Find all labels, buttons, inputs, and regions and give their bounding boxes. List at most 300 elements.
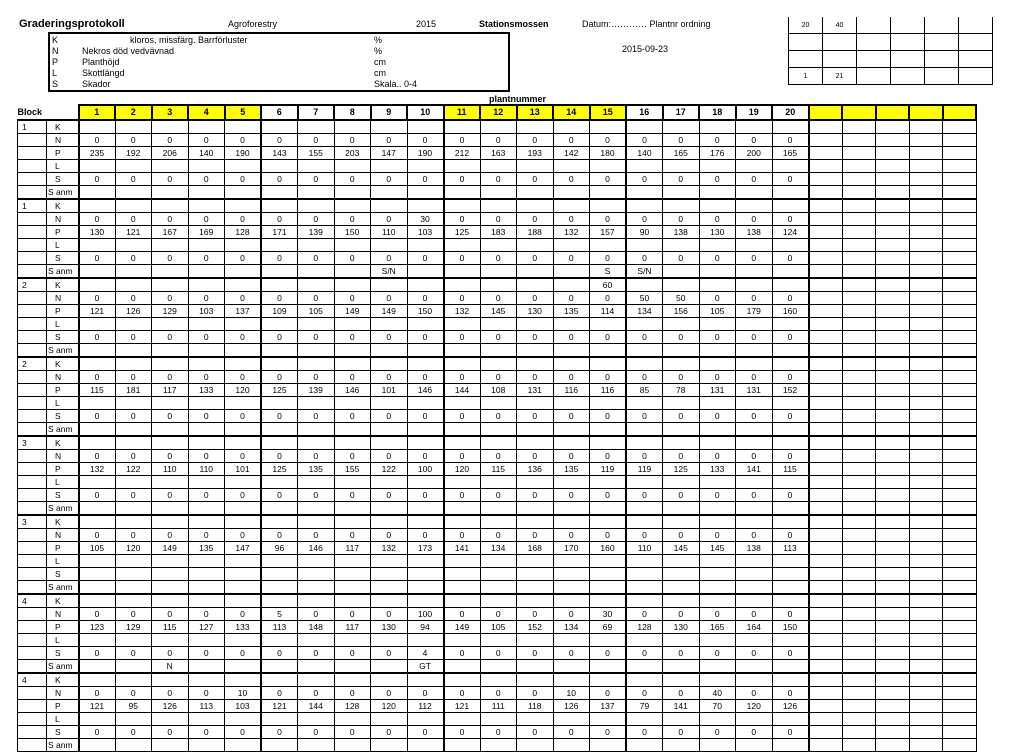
- value-cell: 110: [626, 542, 663, 555]
- value-cell: [188, 186, 225, 200]
- table-row: [18, 713, 977, 726]
- block-cell: [18, 713, 47, 726]
- value-cell: [736, 634, 773, 647]
- value-cell: [699, 555, 736, 568]
- value-cell: [407, 502, 444, 516]
- extra-cell: [876, 700, 910, 713]
- block-cell: [18, 410, 47, 423]
- value-cell: 0: [444, 608, 481, 621]
- value-cell: 0: [188, 529, 225, 542]
- extra-cell: [943, 660, 977, 674]
- block-cell: [18, 239, 47, 252]
- value-cell: 190: [225, 147, 262, 160]
- table-row: [18, 147, 977, 160]
- value-cell: 0: [225, 608, 262, 621]
- value-cell: 0: [626, 529, 663, 542]
- value-cell: [188, 278, 225, 292]
- table-row: [18, 489, 977, 502]
- value-cell: [298, 568, 335, 581]
- value-cell: [152, 581, 189, 595]
- value-cell: [444, 278, 481, 292]
- value-cell: [663, 357, 700, 371]
- value-cell: 121: [79, 305, 116, 318]
- value-cell: 116: [553, 384, 590, 397]
- value-cell: [334, 160, 371, 173]
- value-cell: [444, 555, 481, 568]
- extra-cell: [809, 423, 843, 437]
- value-cell: [115, 634, 152, 647]
- value-cell: [79, 502, 116, 516]
- value-cell: [188, 397, 225, 410]
- value-cell: 118: [517, 700, 554, 713]
- value-cell: [772, 660, 809, 674]
- value-cell: 0: [517, 331, 554, 344]
- block-cell: [18, 687, 47, 700]
- value-cell: 0: [736, 410, 773, 423]
- value-cell: 115: [480, 463, 517, 476]
- value-cell: [480, 739, 517, 752]
- value-cell: [626, 594, 663, 608]
- value-cell: [79, 660, 116, 674]
- extra-cell: [809, 502, 843, 516]
- block-cell: [18, 331, 47, 344]
- table-row: [18, 357, 977, 371]
- value-cell: [590, 634, 627, 647]
- value-cell: 0: [79, 134, 116, 147]
- block-cell: 3: [18, 436, 47, 450]
- value-cell: 126: [115, 305, 152, 318]
- block-cell: [18, 397, 47, 410]
- value-cell: 0: [79, 410, 116, 423]
- value-cell: 116: [590, 384, 627, 397]
- value-cell: 0: [371, 252, 408, 265]
- extra-cell: [876, 436, 910, 450]
- value-cell: [115, 120, 152, 134]
- value-cell: 0: [590, 134, 627, 147]
- table-row: [18, 463, 977, 476]
- value-cell: 0: [225, 647, 262, 660]
- value-cell: [79, 436, 116, 450]
- value-cell: [699, 476, 736, 489]
- block-cell: [18, 660, 47, 674]
- value-cell: 0: [334, 213, 371, 226]
- project-name: Agroforestry: [228, 19, 278, 29]
- value-cell: 122: [115, 463, 152, 476]
- value-cell: [663, 423, 700, 437]
- extra-cell: [909, 436, 943, 450]
- value-cell: [663, 344, 700, 358]
- extra-cell: [876, 515, 910, 529]
- datum-label: Datum:………… Plantnr ordning: [582, 19, 711, 29]
- value-cell: 108: [480, 384, 517, 397]
- extra-cell: [876, 213, 910, 226]
- value-cell: [152, 278, 189, 292]
- extra-cell: [809, 436, 843, 450]
- value-cell: [407, 594, 444, 608]
- value-cell: [553, 594, 590, 608]
- value-cell: 0: [334, 529, 371, 542]
- value-cell: [699, 160, 736, 173]
- value-cell: [298, 739, 335, 752]
- table-row: [18, 476, 977, 489]
- value-cell: [590, 568, 627, 581]
- grid-cell: [823, 34, 857, 51]
- value-cell: 0: [298, 647, 335, 660]
- value-cell: 141: [736, 463, 773, 476]
- value-cell: [480, 581, 517, 595]
- value-cell: [736, 555, 773, 568]
- value-cell: [225, 397, 262, 410]
- value-cell: [152, 673, 189, 687]
- value-cell: [663, 568, 700, 581]
- value-cell: 0: [115, 173, 152, 186]
- table-row: [18, 502, 977, 516]
- extra-cell: [809, 371, 843, 384]
- block-cell: [18, 542, 47, 555]
- value-cell: 0: [152, 213, 189, 226]
- value-cell: 0: [626, 726, 663, 739]
- plant-number-header: 15: [590, 105, 627, 120]
- value-cell: [261, 568, 298, 581]
- grid-cell: [925, 17, 959, 34]
- value-cell: 0: [188, 450, 225, 463]
- grid-cell: [857, 34, 891, 51]
- value-cell: 0: [261, 292, 298, 305]
- value-cell: 157: [590, 226, 627, 239]
- value-cell: 113: [261, 621, 298, 634]
- value-cell: [553, 186, 590, 200]
- value-cell: [334, 278, 371, 292]
- value-cell: [517, 186, 554, 200]
- value-cell: 0: [152, 450, 189, 463]
- value-cell: 0: [480, 371, 517, 384]
- value-cell: 0: [188, 292, 225, 305]
- value-cell: 0: [79, 371, 116, 384]
- value-cell: 0: [663, 213, 700, 226]
- value-cell: 0: [553, 489, 590, 502]
- value-cell: [590, 199, 627, 213]
- extra-cell: [876, 239, 910, 252]
- value-cell: [626, 318, 663, 331]
- value-cell: 4: [407, 647, 444, 660]
- value-cell: 130: [79, 226, 116, 239]
- value-cell: [152, 713, 189, 726]
- value-cell: 145: [663, 542, 700, 555]
- extra-cell: [943, 594, 977, 608]
- value-cell: [699, 515, 736, 529]
- extra-cell: [809, 384, 843, 397]
- value-cell: [590, 357, 627, 371]
- extra-cell: [876, 660, 910, 674]
- value-cell: 0: [663, 450, 700, 463]
- value-cell: [699, 713, 736, 726]
- value-cell: 130: [663, 621, 700, 634]
- value-cell: 69: [590, 621, 627, 634]
- block-cell: [18, 173, 47, 186]
- value-cell: [663, 120, 700, 134]
- value-cell: 0: [772, 331, 809, 344]
- extra-cell: [909, 489, 943, 502]
- value-cell: [225, 199, 262, 213]
- value-cell: 0: [480, 331, 517, 344]
- value-cell: [626, 515, 663, 529]
- value-cell: [772, 186, 809, 200]
- value-cell: [79, 634, 116, 647]
- value-cell: 125: [261, 384, 298, 397]
- extra-column-header: [943, 105, 977, 120]
- value-cell: [480, 436, 517, 450]
- value-cell: 163: [480, 147, 517, 160]
- value-cell: [298, 515, 335, 529]
- value-cell: 85: [626, 384, 663, 397]
- value-cell: [152, 199, 189, 213]
- value-cell: 0: [115, 529, 152, 542]
- value-cell: [407, 423, 444, 437]
- row-label: L: [47, 713, 79, 726]
- extra-cell: [909, 555, 943, 568]
- value-cell: [626, 397, 663, 410]
- value-cell: [371, 594, 408, 608]
- value-cell: 0: [115, 252, 152, 265]
- extra-cell: [842, 226, 876, 239]
- block-cell: [18, 265, 47, 279]
- value-cell: [407, 186, 444, 200]
- value-cell: [517, 568, 554, 581]
- extra-cell: [943, 410, 977, 423]
- extra-cell: [842, 120, 876, 134]
- value-cell: 120: [371, 700, 408, 713]
- extra-cell: [842, 700, 876, 713]
- extra-cell: [842, 647, 876, 660]
- value-cell: [772, 594, 809, 608]
- plant-number-header: 18: [699, 105, 736, 120]
- value-cell: 134: [626, 305, 663, 318]
- value-cell: [444, 344, 481, 358]
- value-cell: [115, 186, 152, 200]
- value-cell: [79, 594, 116, 608]
- value-cell: [517, 344, 554, 358]
- value-cell: [79, 239, 116, 252]
- extra-cell: [876, 568, 910, 581]
- value-cell: 101: [371, 384, 408, 397]
- value-cell: [590, 318, 627, 331]
- value-cell: 0: [371, 687, 408, 700]
- value-cell: 170: [553, 542, 590, 555]
- extra-cell: [909, 687, 943, 700]
- value-cell: [407, 673, 444, 687]
- value-cell: 0: [152, 489, 189, 502]
- legend-code: S: [52, 79, 59, 89]
- extra-cell: [909, 713, 943, 726]
- value-cell: [772, 515, 809, 529]
- value-cell: [736, 476, 773, 489]
- value-cell: [553, 515, 590, 529]
- value-cell: 0: [736, 371, 773, 384]
- value-cell: 0: [736, 173, 773, 186]
- value-cell: [444, 581, 481, 595]
- extra-cell: [809, 489, 843, 502]
- value-cell: 0: [79, 608, 116, 621]
- value-cell: 0: [663, 410, 700, 423]
- value-cell: 155: [298, 147, 335, 160]
- legend-unit: cm: [374, 57, 386, 67]
- value-cell: [517, 476, 554, 489]
- block-cell: [18, 739, 47, 752]
- value-cell: [152, 634, 189, 647]
- value-cell: [517, 357, 554, 371]
- value-cell: 0: [371, 213, 408, 226]
- extra-cell: [943, 673, 977, 687]
- value-cell: 0: [225, 450, 262, 463]
- plant-number-header: 7: [298, 105, 335, 120]
- extra-cell: [876, 199, 910, 213]
- value-cell: 121: [79, 700, 116, 713]
- value-cell: [553, 120, 590, 134]
- extra-cell: [809, 608, 843, 621]
- value-cell: 0: [298, 489, 335, 502]
- value-cell: 103: [407, 226, 444, 239]
- value-cell: 0: [79, 252, 116, 265]
- value-cell: 78: [663, 384, 700, 397]
- value-cell: [590, 673, 627, 687]
- extra-cell: [876, 357, 910, 371]
- value-cell: 0: [79, 213, 116, 226]
- extra-cell: [876, 252, 910, 265]
- value-cell: 0: [517, 134, 554, 147]
- value-cell: 0: [590, 489, 627, 502]
- value-cell: [152, 160, 189, 173]
- extra-cell: [909, 726, 943, 739]
- plant-number-header: 1: [79, 105, 116, 120]
- value-cell: [152, 120, 189, 134]
- grid-cell: [959, 68, 993, 85]
- value-cell: 135: [553, 463, 590, 476]
- value-cell: 0: [79, 726, 116, 739]
- page-title: Graderingsprotokoll: [19, 18, 125, 30]
- extra-cell: [943, 634, 977, 647]
- extra-cell: [809, 252, 843, 265]
- row-label: S anm: [47, 344, 79, 358]
- value-cell: [736, 120, 773, 134]
- value-cell: 0: [517, 292, 554, 305]
- extra-cell: [809, 594, 843, 608]
- value-cell: [407, 476, 444, 489]
- grid-cell: 1: [789, 68, 823, 85]
- value-cell: [736, 186, 773, 200]
- block-cell: 2: [18, 278, 47, 292]
- value-cell: 60: [590, 278, 627, 292]
- value-cell: [553, 344, 590, 358]
- block-cell: 4: [18, 673, 47, 687]
- value-cell: [407, 568, 444, 581]
- extra-cell: [876, 226, 910, 239]
- plant-number-header: 5: [225, 105, 262, 120]
- block-cell: [18, 647, 47, 660]
- value-cell: [444, 436, 481, 450]
- table-row: [18, 199, 977, 213]
- block-cell: [18, 489, 47, 502]
- extra-cell: [809, 476, 843, 489]
- value-cell: 0: [444, 687, 481, 700]
- extra-cell: [842, 739, 876, 752]
- value-cell: [480, 265, 517, 279]
- extra-cell: [943, 647, 977, 660]
- extra-cell: [909, 581, 943, 595]
- value-cell: [699, 357, 736, 371]
- value-cell: 0: [334, 134, 371, 147]
- value-cell: [444, 423, 481, 437]
- value-cell: [699, 634, 736, 647]
- value-cell: [663, 502, 700, 516]
- value-cell: 0: [115, 608, 152, 621]
- value-cell: 120: [225, 384, 262, 397]
- value-cell: [334, 634, 371, 647]
- table-row: [18, 634, 977, 647]
- value-cell: [517, 713, 554, 726]
- table-row: [18, 371, 977, 384]
- grid-row: [789, 51, 993, 68]
- value-cell: [480, 555, 517, 568]
- row-label: K: [47, 120, 79, 134]
- value-cell: [444, 594, 481, 608]
- table-row: [18, 529, 977, 542]
- value-cell: [334, 397, 371, 410]
- value-cell: [371, 199, 408, 213]
- value-cell: [626, 713, 663, 726]
- extra-cell: [809, 647, 843, 660]
- value-cell: [298, 581, 335, 595]
- row-label: L: [47, 160, 79, 173]
- value-cell: 149: [334, 305, 371, 318]
- table-row: [18, 305, 977, 318]
- block-cell: [18, 502, 47, 516]
- value-cell: [188, 423, 225, 437]
- value-cell: 30: [590, 608, 627, 621]
- extra-cell: [943, 278, 977, 292]
- value-cell: [334, 673, 371, 687]
- legend-desc: Nekros död vedvävnad: [82, 46, 175, 56]
- value-cell: [517, 265, 554, 279]
- value-cell: 0: [225, 134, 262, 147]
- value-cell: 0: [772, 134, 809, 147]
- value-cell: 0: [699, 252, 736, 265]
- value-cell: [115, 502, 152, 516]
- block-cell: 4: [18, 594, 47, 608]
- value-cell: [736, 318, 773, 331]
- value-cell: [261, 199, 298, 213]
- value-cell: 0: [553, 529, 590, 542]
- grid-cell: 21: [823, 68, 857, 85]
- row-label: L: [47, 476, 79, 489]
- value-cell: 0: [699, 213, 736, 226]
- value-cell: 10: [553, 687, 590, 700]
- value-cell: 135: [553, 305, 590, 318]
- value-cell: 212: [444, 147, 481, 160]
- value-cell: [188, 476, 225, 489]
- value-cell: 180: [590, 147, 627, 160]
- block-cell: 1: [18, 199, 47, 213]
- grid-cell: [857, 17, 891, 34]
- value-cell: 50: [626, 292, 663, 305]
- extra-cell: [943, 134, 977, 147]
- extra-cell: [909, 476, 943, 489]
- extra-cell: [842, 687, 876, 700]
- value-cell: [407, 265, 444, 279]
- value-cell: [261, 739, 298, 752]
- extra-cell: [842, 608, 876, 621]
- table-row: [18, 292, 977, 305]
- table-row: [18, 120, 977, 134]
